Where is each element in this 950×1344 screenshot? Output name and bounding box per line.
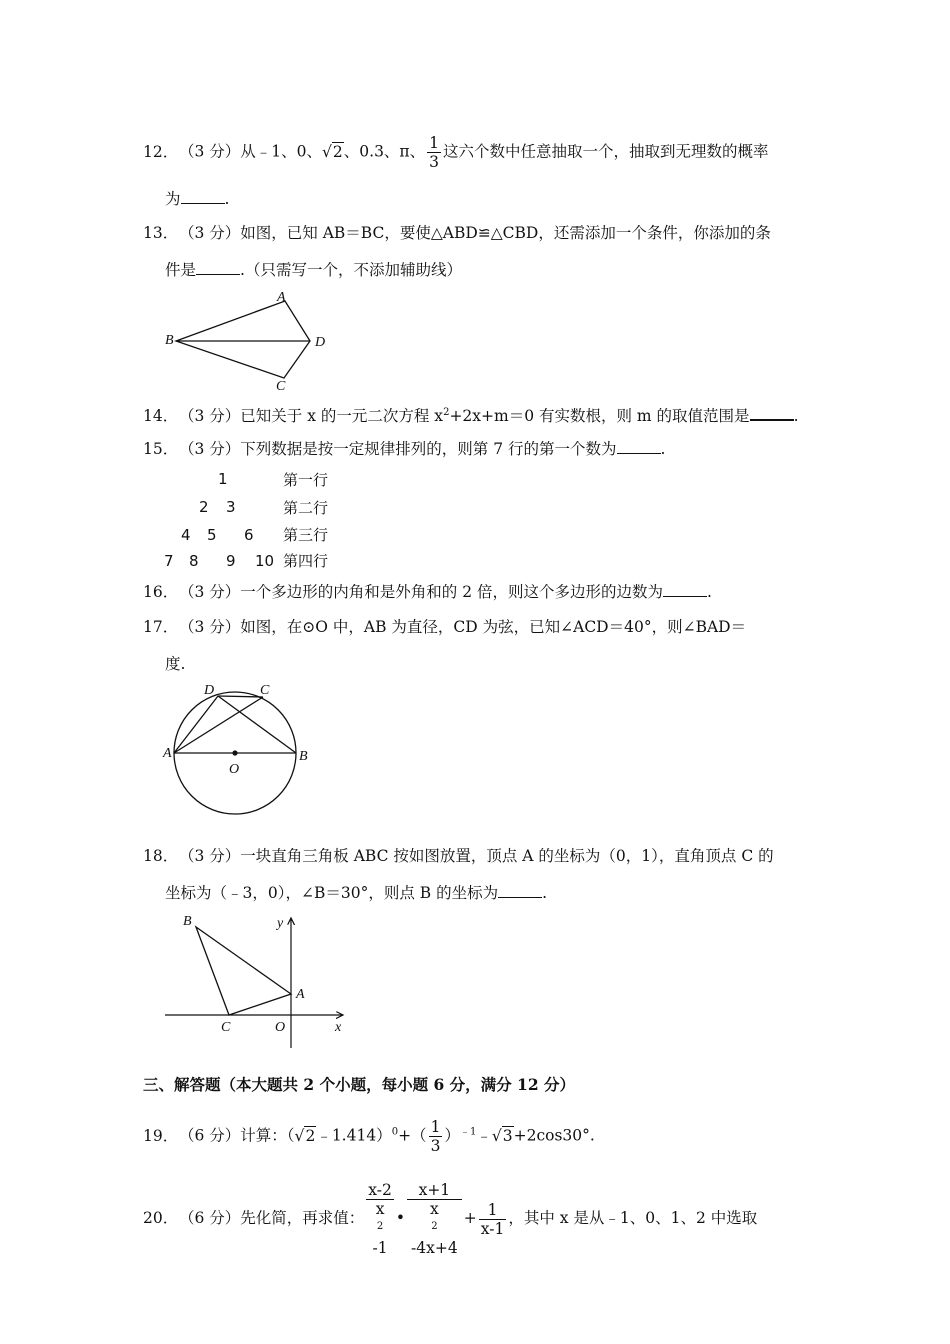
seq-number: 9 [226, 552, 236, 570]
fraction: $\frac{1}{3}$ [429, 134, 439, 171]
question-16: 16．（3 分）一个多边形的内角和是外角和的 2 倍，则这个多边形的边数为 . [143, 583, 712, 601]
question-12-line2: 为 . [165, 190, 230, 208]
label-b: B [165, 333, 174, 348]
seq-number: 3 [226, 498, 236, 516]
question-17: 17．（3 分）如图，在⊙O 中，AB 为直径，CD 为弦，已知∠ACD＝40°，则∠BAD＝ [143, 618, 747, 636]
label-d: D [204, 683, 215, 698]
label-a: A [163, 746, 172, 761]
fraction: x+1 x $^2$ -4x+4 [407, 1181, 462, 1257]
seq-number: 8 [189, 552, 199, 570]
question-12: 12．（3 分）从﹣1、0、√2、0.3、π、 $\frac{1}{3}$ 这六个数中任意抽取一个，抽取到无理数的概率 [143, 134, 769, 171]
label-b: B [299, 749, 308, 764]
answer-blank[interactable] [181, 189, 225, 204]
question-15: 15．（3 分）下列数据是按一定规律排列的，则第 7 行的第一个数为 . [143, 440, 666, 458]
sqrt-expression: √3 [491, 1126, 513, 1145]
section-heading: 三、解答题（本大题共 2 个小题，每小题 6 分，满分 12 分） [143, 1075, 576, 1094]
sqrt-expression: √2 [322, 142, 343, 161]
row-label: 第四行 [283, 552, 329, 570]
center-point [232, 750, 237, 755]
fraction: x-2 x $^2$ -1 [368, 1181, 392, 1258]
label-o: O [275, 1020, 286, 1035]
question-14: 14．（3 分）已知关于 x 的一元二次方程 $x^2+2x+m=0$ 有实数根，则 m 的取值范围是 . [143, 407, 799, 426]
label-a: A [277, 290, 286, 305]
circle-figure [160, 680, 320, 820]
label-x: x [335, 1020, 342, 1035]
segment-ac [174, 697, 263, 753]
label-o: O [229, 762, 240, 777]
question-13: 13．（3 分）如图，已知 AB＝BC，要使△ABD≌△CBD，还需添加一个条件，你添加的条 [143, 224, 771, 242]
triangle-axes-figure [160, 910, 360, 1052]
question-20: 20．（6 分）先化简，再求值： x-2 x $^2$ -1 • x+1 x $^2$ -4x+4 + $\frac{1}{x-1}$ ，其中 x 是从﹣1、0、1、2 中选取 [143, 1181, 758, 1258]
question-18: 18．（3 分）一块直角三角板 ABC 按如图放置，顶点 A 的坐标为（0，1），直角顶点 C 的 [143, 847, 774, 865]
answer-blank[interactable] [617, 439, 661, 454]
question-19: 19．（6 分）计算：（√2﹣1.414）$^0$+（ $\frac{1}{3}$ ）$^{﹣1}$﹣√3+2cos30°. [143, 1118, 595, 1155]
answer-blank[interactable] [750, 405, 794, 421]
fraction: $\frac{1}{x-1}$ [480, 1200, 505, 1238]
answer-blank[interactable] [196, 260, 240, 275]
label-c: C [221, 1020, 231, 1035]
row-label: 第三行 [283, 526, 329, 544]
segment-db [218, 696, 296, 753]
seq-number: 10 [255, 552, 275, 570]
seq-number: 1 [218, 470, 228, 488]
triangle-abc [196, 927, 291, 1015]
seq-number: 7 [164, 552, 174, 570]
row-label: 第二行 [283, 499, 329, 517]
question-number: 12． [143, 142, 179, 161]
label-d: D [315, 335, 326, 350]
question-18-line2: 坐标为（﹣3，0），∠B＝30°，则点 B 的坐标为 . [165, 884, 548, 902]
seq-number: 6 [244, 526, 254, 544]
label-c: C [260, 683, 270, 698]
answer-blank[interactable] [498, 883, 542, 898]
sqrt-expression: √2 [294, 1126, 316, 1145]
seq-number: 2 [199, 498, 209, 516]
answer-blank[interactable] [663, 582, 707, 597]
label-a: A [296, 987, 305, 1002]
label-b: B [183, 914, 192, 929]
question-13-line2: 件是 .（只需写一个，不添加辅助线） [165, 261, 462, 279]
fraction: $\frac{1}{3}$ [430, 1118, 441, 1155]
row-label: 第一行 [283, 471, 329, 489]
label-y: y [277, 916, 284, 931]
quadrilateral-abcd [176, 301, 310, 378]
seq-number: 4 [181, 526, 191, 544]
kite-figure [160, 288, 340, 394]
label-c: C [276, 379, 286, 394]
question-17-line2: 度. [165, 655, 186, 673]
seq-number: 5 [207, 526, 217, 544]
